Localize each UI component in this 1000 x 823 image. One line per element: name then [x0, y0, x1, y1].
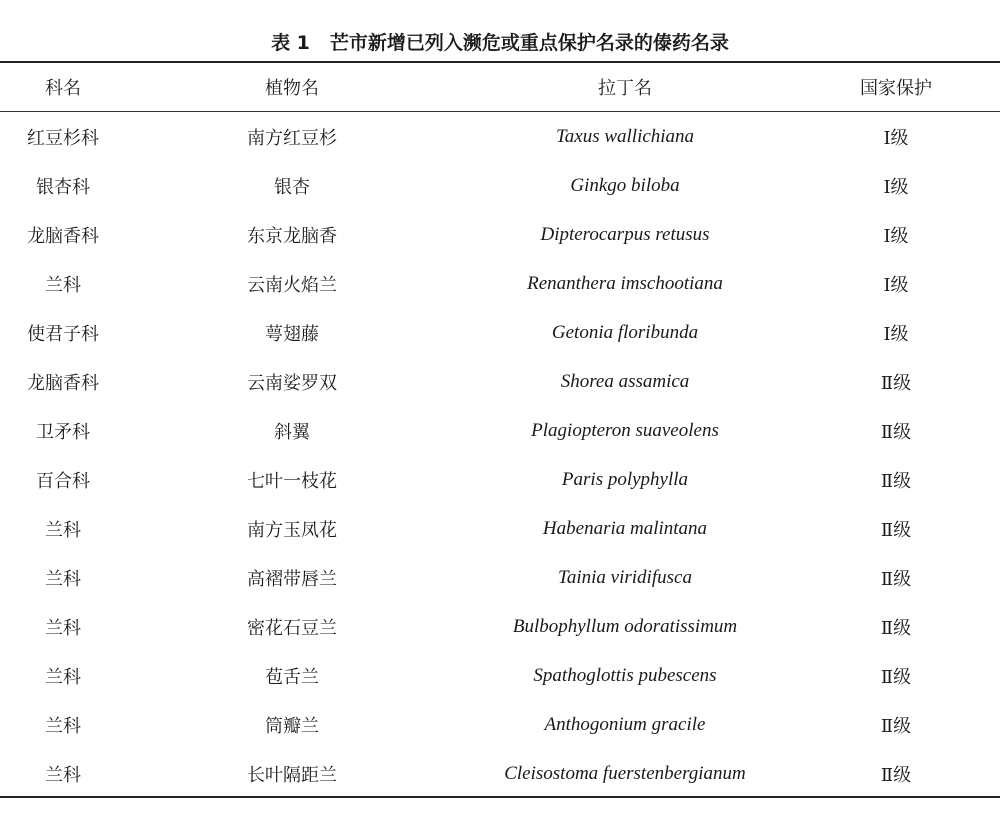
cell-plant-name: 长叶隔距兰 [247, 764, 337, 786]
table-row [0, 553, 1000, 602]
cell-family: 兰科 [45, 519, 81, 541]
cell-latin-name: Paris polyphylla [561, 468, 689, 490]
cell-protection-level: Ⅰ级 [883, 176, 909, 198]
cell-protection-level: Ⅰ级 [883, 127, 909, 149]
cell-latin-name: Getonia floribunda [551, 321, 699, 343]
cell-protection-level: Ⅱ级 [880, 421, 912, 443]
table-title [0, 28, 1000, 55]
cell-protection-level: Ⅰ级 [883, 225, 909, 247]
table-row [0, 210, 1000, 259]
header-plant-name: 植物名 [126, 63, 458, 112]
table-row [0, 700, 1000, 749]
table-row [0, 308, 1000, 357]
cell-family: 使君子科 [27, 323, 99, 345]
cell-plant-name: 东京龙脑香 [247, 225, 337, 247]
cell-family: 兰科 [45, 666, 81, 688]
table-row [0, 749, 1000, 798]
cell-protection-level: Ⅱ级 [880, 519, 912, 541]
cell-latin-name: Taxus wallichiana [555, 125, 695, 147]
cell-protection-level: Ⅱ级 [880, 568, 912, 590]
cell-protection-level: Ⅱ级 [880, 715, 912, 737]
protected-species-table [0, 63, 1000, 798]
bottom-rule [0, 796, 1000, 798]
cell-family: 卫矛科 [36, 421, 90, 443]
table-row [0, 406, 1000, 455]
cell-family: 龙脑香科 [27, 225, 99, 247]
cell-protection-level: Ⅰ级 [883, 323, 909, 345]
cell-plant-name: 云南娑罗双 [247, 372, 337, 394]
cell-latin-name: Renanthera imschootiana [527, 272, 723, 294]
cell-family: 兰科 [45, 764, 81, 786]
cell-protection-level: Ⅱ级 [880, 372, 912, 394]
header-row [0, 63, 1000, 112]
cell-latin-name: Tainia viridifusca [558, 566, 692, 588]
cell-plant-name: 南方红豆杉 [247, 127, 337, 149]
cell-protection-level: Ⅱ级 [880, 666, 912, 688]
cell-protection-level: Ⅱ级 [880, 617, 912, 639]
table-row [0, 161, 1000, 210]
cell-family: 红豆杉科 [27, 127, 99, 149]
table-caption: 芒市新增已列入濒危或重点保护名录的傣药名录 [329, 32, 729, 54]
cell-plant-name: 密花石豆兰 [247, 617, 337, 639]
cell-family: 兰科 [45, 568, 81, 590]
cell-latin-name: Anthogonium gracile [544, 713, 706, 735]
cell-latin-name: Spathoglottis pubescens [533, 664, 717, 686]
cell-latin-name: Ginkgo biloba [570, 174, 680, 196]
table-label: 表 1 [271, 32, 310, 54]
header-protection-level: 国家保护 [792, 63, 1000, 112]
header-latin-name: 拉丁名 [458, 63, 792, 112]
cell-plant-name: 云南火焰兰 [247, 274, 337, 296]
cell-protection-level: Ⅱ级 [880, 764, 912, 786]
cell-family: 百合科 [36, 470, 90, 492]
cell-plant-name: 筒瓣兰 [265, 715, 319, 737]
cell-protection-level: Ⅰ级 [883, 274, 909, 296]
cell-latin-name: Habenaria malintana [542, 517, 708, 539]
table-row [0, 357, 1000, 406]
cell-latin-name: Shorea assamica [560, 370, 690, 392]
cell-plant-name: 斜翼 [274, 421, 310, 443]
cell-plant-name: 银杏 [274, 176, 310, 198]
cell-latin-name: Cleisostoma fuerstenbergianum [504, 762, 746, 784]
table-row [0, 651, 1000, 700]
table-row [0, 602, 1000, 651]
cell-plant-name: 七叶一枝花 [247, 470, 337, 492]
cell-plant-name: 萼翅藤 [265, 323, 319, 345]
cell-family: 银杏科 [36, 176, 90, 198]
cell-latin-name: Bulbophyllum odoratissimum [512, 615, 738, 637]
table-row [0, 259, 1000, 308]
cell-protection-level: Ⅱ级 [880, 470, 912, 492]
header-family: 科名 [0, 63, 126, 112]
cell-family: 兰科 [45, 274, 81, 296]
cell-plant-name: 高褶带唇兰 [247, 568, 337, 590]
cell-family: 兰科 [45, 617, 81, 639]
cell-latin-name: Dipterocarpus retusus [540, 223, 710, 245]
cell-family: 龙脑香科 [27, 372, 99, 394]
cell-plant-name: 南方玉凤花 [247, 519, 337, 541]
cell-latin-name: Plagiopteron suaveolens [531, 419, 719, 441]
table-row [0, 112, 1000, 162]
table-row [0, 455, 1000, 504]
cell-family: 兰科 [45, 715, 81, 737]
table-row [0, 504, 1000, 553]
cell-plant-name: 苞舌兰 [265, 666, 319, 688]
